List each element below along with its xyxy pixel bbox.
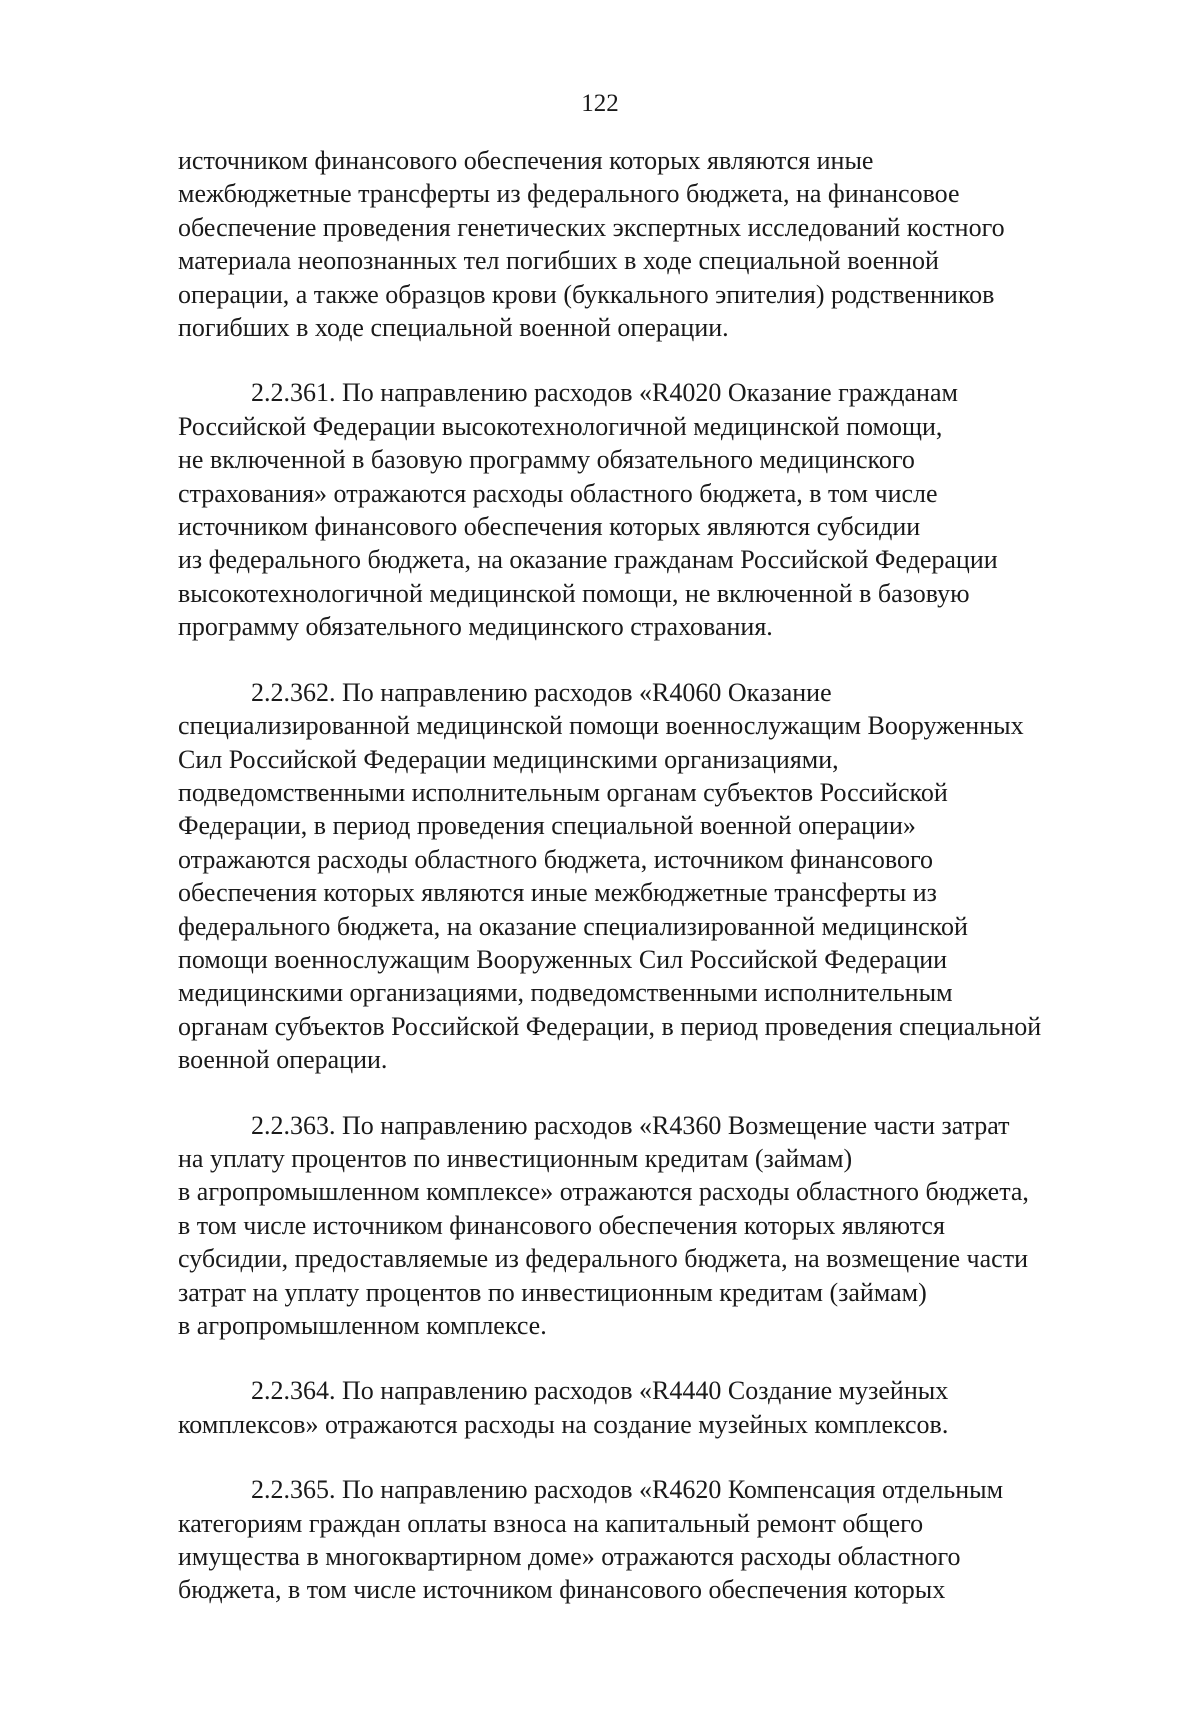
text-line: материала неопознанных тел погибших в ходе специальной военной <box>178 246 939 276</box>
text-line: не включенной в базовую программу обязательного медицинского <box>178 445 915 475</box>
text-line: органам субъектов Российской Федерации, в период проведения специальной <box>178 1011 1042 1041</box>
text-line: в агропромышленном комплексе» отражаются расходы областного бюджета, <box>178 1177 1029 1207</box>
text-line: бюджета, в том числе источником финансового обеспечения которых <box>178 1575 946 1605</box>
text-line: программу обязательного медицинского страхования. <box>178 612 773 642</box>
text-line: 2.2.361. По направлению расходов «R4020 Оказание гражданам <box>251 378 958 408</box>
text-line: Российской Федерации высокотехнологичной медицинской помощи, <box>178 411 943 441</box>
paragraph-2-2-363 <box>178 1109 1120 1343</box>
text-line: субсидии, предоставляемые из федерального бюджета, на возмещение части <box>178 1244 1028 1274</box>
text-line: Федерации, в период проведения специальной военной операции» <box>178 811 916 841</box>
text-line: комплексов» отражаются расходы на создание музейных комплексов. <box>178 1409 949 1439</box>
text-line: 2.2.363. По направлению расходов «R4360 Возмещение части затрат <box>251 1110 1010 1140</box>
text-line: категориям граждан оплаты взноса на капитальный ремонт общего <box>178 1508 924 1538</box>
text-line: 2.2.364. По направлению расходов «R4440 Создание музейных <box>251 1376 949 1406</box>
text-line: военной операции. <box>178 1045 388 1075</box>
paragraph-2-2-361 <box>178 376 1120 643</box>
text-line: страхования» отражаются расходы областного бюджета, в том числе <box>178 478 938 508</box>
text-line: источником финансового обеспечения которых являются субсидии <box>178 512 921 542</box>
text-line: 2.2.365. По направлению расходов «R4620 Компенсация отдельным <box>251 1475 1004 1505</box>
text-line: специализированной медицинской помощи военнослужащим Вооруженных <box>178 711 1024 741</box>
text-line: подведомственными исполнительным органам субъектов Российской <box>178 777 948 807</box>
text-line: 2.2.362. По направлению расходов «R4060 Оказание <box>251 677 832 707</box>
text-line: затрат на уплату процентов по инвестиционным кредитам (займам) <box>178 1277 927 1307</box>
text-line: погибших в ходе специальной военной операции. <box>178 313 729 343</box>
text-line: отражаются расходы областного бюджета, источником финансового <box>178 844 933 874</box>
text-line: помощи военнослужащим Вооруженных Сил Российской Федерации <box>178 944 948 974</box>
text-line: высокотехнологичной медицинской помощи, не включенной в базовую <box>178 578 970 608</box>
paragraph-continuation <box>178 144 1120 344</box>
text-line: источником финансового обеспечения которых являются иные <box>178 146 874 175</box>
text-line: в том числе источником финансового обеспечения которых являются <box>178 1210 945 1240</box>
text-line: в агропромышленном комплексе. <box>178 1311 547 1340</box>
text-line: межбюджетные трансферты из федерального бюджета, на финансовое <box>178 179 960 209</box>
paragraph-2-2-362 <box>178 676 1120 1077</box>
document-body <box>178 144 1120 1607</box>
text-line: на уплату процентов по инвестиционным кредитам (займам) <box>178 1143 853 1173</box>
paragraph-2-2-365 <box>178 1473 1120 1607</box>
text-line: операции, а также образцов крови (буккального эпителия) родственников <box>178 279 995 309</box>
text-line: Сил Российской Федерации медицинскими организациями, <box>178 744 839 774</box>
page-number: 122 <box>581 90 619 117</box>
text-line: имущества в многоквартирном доме» отражаются расходы областного <box>178 1542 961 1572</box>
paragraph-2-2-364 <box>178 1374 1120 1441</box>
text-line: медицинскими организациями, подведомственными исполнительным <box>178 978 953 1008</box>
text-line: обеспечение проведения генетических экспертных исследований костного <box>178 212 1005 242</box>
text-line: из федерального бюджета, на оказание гражданам Российской Федерации <box>178 545 998 575</box>
text-line: обеспечения которых являются иные межбюджетные трансферты из <box>178 878 937 908</box>
text-line: федерального бюджета, на оказание специализированной медицинской <box>178 911 968 941</box>
